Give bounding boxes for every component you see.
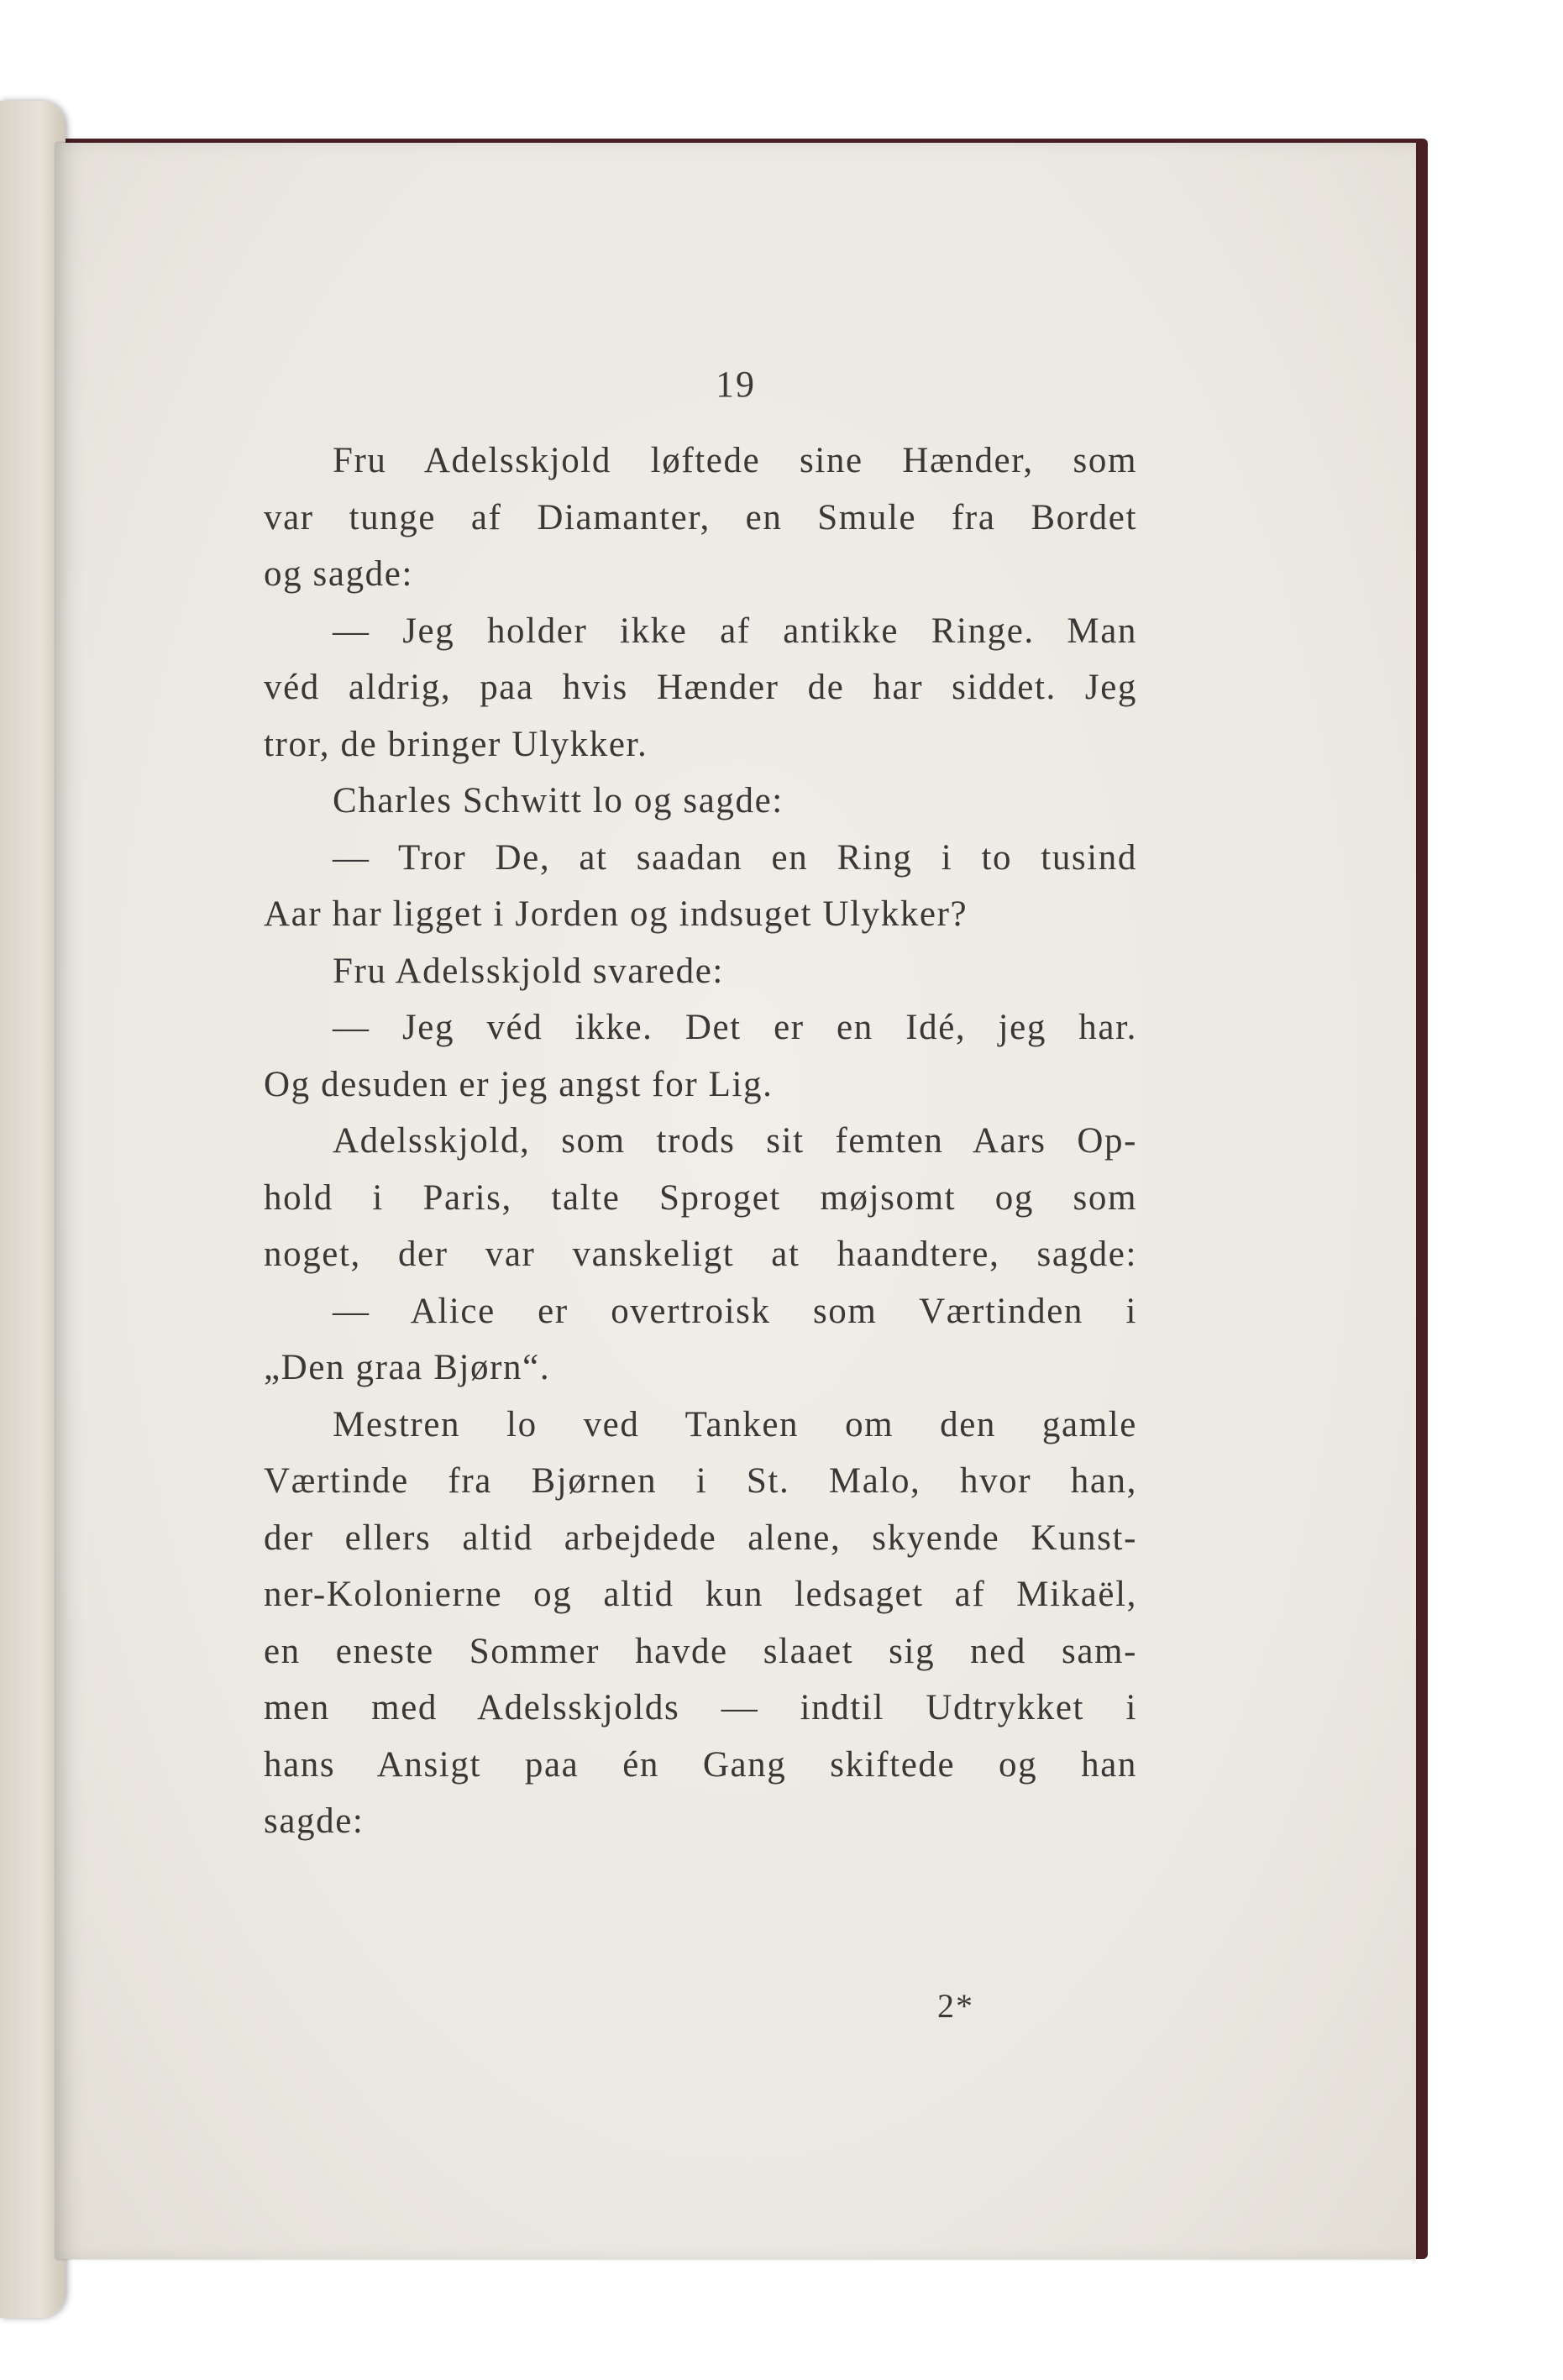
text-line: Mestren lo ved Tanken om den gamle [333, 1404, 1137, 1444]
text-line: — Alice er overtroisk som Værtinden i [333, 1291, 1137, 1331]
page-number: 19 [716, 364, 756, 405]
text-line: véd aldrig, paa hvis Hænder de har siddet. Jeg [264, 668, 1137, 707]
text-line: Værtinde fra Bjørnen i St. Malo, hvor han, [264, 1461, 1137, 1501]
text-line: Adelsskjold, som trods sit femten Aars Op- [333, 1121, 1137, 1161]
signature-mark: 2* [937, 1987, 974, 2025]
text-line: ner-Kolonierne og altid kun ledsaget af Mikaël, [264, 1575, 1137, 1614]
body-text [264, 432, 1137, 1850]
text-line: hans Ansigt paa én Gang skiftede og han [264, 1744, 1137, 1785]
text-line: Og desuden er jeg angst for Lig. [264, 1064, 774, 1104]
text-line: tror, de bringer Ulykker. [264, 724, 648, 764]
text-line: Charles Schwitt lo og sagde: [333, 781, 784, 820]
text-line: noget, der var vanskeligt at haandtere, sagde: [264, 1235, 1137, 1274]
text-line: sagde: [264, 1801, 365, 1841]
text-line: „Den graa Bjørn“. [264, 1348, 551, 1387]
text-line: en eneste Sommer havde slaaet sig ned sam- [264, 1631, 1137, 1671]
text-line: der ellers altid arbejdede alene, skyende Kunst- [264, 1518, 1137, 1558]
text-line: Fru Adelsskjold svarede: [333, 951, 724, 991]
text-line: Aar har ligget i Jorden og indsuget Ulykker? [264, 894, 968, 934]
text-line: — Tror De, at saadan en Ring i to tusind [333, 837, 1137, 878]
text-line: og sagde: [264, 554, 414, 594]
text-line: — Jeg véd ikke. Det er en Idé, jeg har. [333, 1008, 1137, 1047]
book-page [55, 143, 1416, 2259]
text-line: men med Adelsskjolds — indtil Udtrykket i [264, 1688, 1137, 1727]
text-line: hold i Paris, talte Sproget møjsomt og som [264, 1177, 1137, 1218]
text-line: var tunge af Diamanter, en Smule fra Bordet [264, 497, 1137, 537]
text-line: — Jeg holder ikke af antikke Ringe. Man [333, 611, 1137, 651]
text-line: Fru Adelsskjold løftede sine Hænder, som [333, 441, 1137, 480]
